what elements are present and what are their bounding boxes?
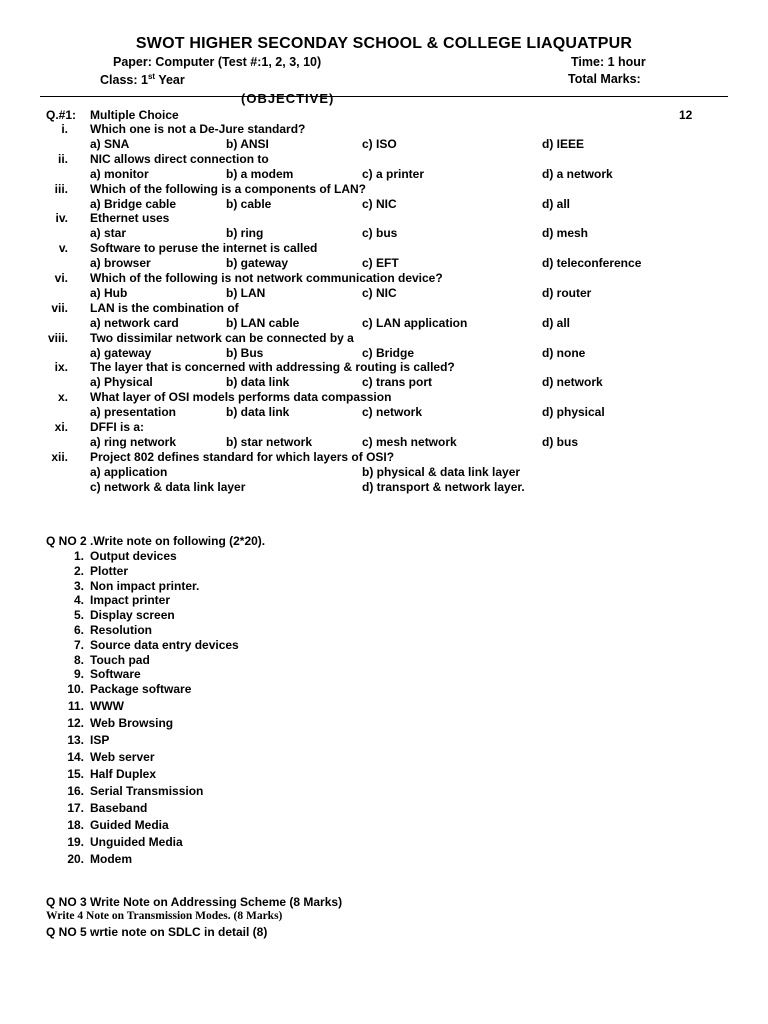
note-item bbox=[0, 716, 768, 733]
section-heading: (OBJECTIVE) bbox=[241, 91, 335, 106]
mcq-option-b: b) star network bbox=[226, 434, 313, 449]
note-item bbox=[0, 638, 768, 653]
mcq-option-b: b) Bus bbox=[226, 345, 264, 360]
note-number: 2. bbox=[73, 563, 84, 578]
mcq-option-b: b) LAN cable bbox=[226, 315, 300, 330]
note-topic: Unguided Media bbox=[90, 835, 183, 850]
note-topic: Non impact printer. bbox=[90, 578, 200, 593]
note-number: 18. bbox=[67, 818, 84, 833]
class-suffix: Year bbox=[155, 73, 185, 88]
note-topic: Guided Media bbox=[90, 818, 169, 833]
mcq-option-a: a) Bridge cable bbox=[90, 196, 177, 211]
note-number: 1. bbox=[73, 549, 84, 563]
note-item bbox=[0, 767, 768, 784]
time-info: Time: 1 hour bbox=[571, 55, 646, 69]
mcq-option-d: d) mesh bbox=[542, 226, 589, 241]
note-topic: ISP bbox=[90, 733, 110, 748]
note-topic: Web server bbox=[90, 750, 155, 765]
mcq-list bbox=[0, 122, 768, 495]
note-item bbox=[0, 579, 768, 594]
mcq-option-b: b) data link bbox=[226, 405, 290, 420]
note-topic: WWW bbox=[90, 699, 124, 714]
mcq-number: vi. bbox=[54, 270, 68, 285]
note-topic: Impact printer bbox=[90, 593, 171, 608]
note-number: 7. bbox=[73, 637, 84, 652]
q1-title: Multiple Choice bbox=[90, 108, 179, 122]
note-topic: Plotter bbox=[90, 563, 129, 578]
mcq-option-c: c) EFT bbox=[362, 256, 399, 271]
note-number: 14. bbox=[67, 750, 84, 765]
mcq-option-d: d) bus bbox=[542, 434, 578, 449]
note-number: 3. bbox=[73, 578, 84, 593]
mcq-option-c: c) a printer bbox=[362, 166, 425, 181]
mcq-option-d: d) all bbox=[542, 196, 571, 211]
note-item bbox=[0, 667, 768, 682]
note-topic: Touch pad bbox=[90, 652, 150, 667]
mcq-item bbox=[0, 420, 768, 450]
note-topic: Resolution bbox=[90, 622, 152, 637]
notes-list bbox=[0, 549, 768, 869]
note-number: 11. bbox=[67, 699, 84, 714]
mcq-option-a: a) Physical bbox=[90, 375, 153, 390]
mcq-option-c: c) LAN application bbox=[362, 315, 468, 330]
note-item bbox=[0, 835, 768, 852]
mcq-number: ii. bbox=[57, 151, 68, 166]
note-item bbox=[0, 608, 768, 623]
mcq-item bbox=[0, 271, 768, 301]
mcq-question: Software to peruse the internet is called bbox=[90, 241, 318, 256]
note-item bbox=[0, 750, 768, 767]
q4-question: Write 4 Note on Transmission Modes. (8 Marks) bbox=[46, 910, 283, 922]
mcq-item bbox=[0, 122, 768, 152]
note-number: 13. bbox=[67, 733, 84, 748]
mcq-item bbox=[0, 450, 768, 495]
mcq-item bbox=[0, 331, 768, 361]
mcq-number: vii. bbox=[51, 300, 68, 315]
note-topic: Serial Transmission bbox=[90, 784, 204, 799]
mcq-option-d: d) all bbox=[542, 315, 571, 330]
note-item bbox=[0, 653, 768, 668]
mcq-option-a: a) presentation bbox=[90, 405, 177, 420]
note-item bbox=[0, 593, 768, 608]
mcq-option-d: d) a network bbox=[542, 166, 613, 181]
mcq-option-a: a) monitor bbox=[90, 166, 149, 181]
mcq-option-c: c) ISO bbox=[362, 137, 397, 151]
mcq-item bbox=[0, 390, 768, 420]
class-superscript: st bbox=[147, 72, 156, 81]
mcq-question: The layer that is concerned with addressing & routing is called? bbox=[90, 360, 455, 375]
note-number: 15. bbox=[67, 767, 84, 782]
mcq-number: viii. bbox=[47, 330, 68, 345]
mcq-option-c: c) NIC bbox=[362, 196, 397, 211]
mcq-option-a: a) browser bbox=[90, 256, 151, 271]
note-number: 17. bbox=[67, 801, 84, 816]
mcq-number: xi. bbox=[54, 419, 68, 434]
note-topic: Display screen bbox=[90, 608, 175, 623]
note-item bbox=[0, 818, 768, 835]
mcq-option-a: a) Hub bbox=[90, 285, 128, 300]
mcq-option-b: b) cable bbox=[226, 196, 272, 211]
mcq-item bbox=[0, 360, 768, 390]
note-item bbox=[0, 801, 768, 818]
note-number: 9. bbox=[73, 667, 84, 682]
mcq-option-b: b) a modem bbox=[226, 166, 294, 181]
mcq-number: v. bbox=[58, 241, 68, 256]
note-topic: Package software bbox=[90, 682, 192, 697]
mcq-option-b: b) physical & data link layer bbox=[362, 464, 521, 479]
note-item bbox=[0, 699, 768, 716]
mcq-question: Project 802 defines standard for which layers of OSI? bbox=[90, 449, 395, 464]
q2-heading: Q NO 2 .Write note on following (2*20). bbox=[46, 534, 266, 548]
mcq-question: Which of the following is not network communication device? bbox=[90, 270, 443, 285]
note-topic: Web Browsing bbox=[90, 716, 174, 731]
mcq-number: ix. bbox=[54, 360, 68, 375]
note-item bbox=[0, 549, 768, 564]
mcq-item bbox=[0, 241, 768, 271]
note-number: 12. bbox=[67, 716, 84, 731]
mcq-number: i. bbox=[61, 122, 68, 136]
mcq-number: iii. bbox=[54, 181, 68, 196]
q5-question: Q NO 5 wrtie note on SDLC in detail (8) bbox=[46, 925, 268, 939]
mcq-option-d: d) router bbox=[542, 285, 592, 300]
mcq-option-b: b) ANSI bbox=[226, 137, 269, 151]
mcq-option-c: c) bus bbox=[362, 226, 398, 241]
note-number: 4. bbox=[73, 593, 84, 608]
mcq-option-b: b) data link bbox=[226, 375, 290, 390]
mcq-question: What layer of OSI models performs data compassion bbox=[90, 390, 392, 405]
note-number: 19. bbox=[67, 835, 84, 850]
mcq-option-a: a) SNA bbox=[90, 137, 130, 151]
mcq-question: Which of the following is a components of LAN? bbox=[90, 181, 366, 196]
mcq-item bbox=[0, 182, 768, 212]
class-prefix: Class: 1 bbox=[100, 73, 148, 88]
mcq-option-a: a) ring network bbox=[90, 434, 177, 449]
mcq-option-b: b) gateway bbox=[226, 256, 289, 271]
mcq-question: LAN is the combination of bbox=[90, 300, 239, 315]
paper-info: Paper: Computer (Test #:1, 2, 3, 10) bbox=[113, 55, 322, 69]
note-item bbox=[0, 623, 768, 638]
mcq-number: iv. bbox=[55, 211, 68, 226]
mcq-option-d: d) IEEE bbox=[542, 137, 585, 151]
mcq-option-b: b) ring bbox=[226, 226, 264, 241]
q1-marks: 12 bbox=[679, 108, 693, 122]
note-number: 6. bbox=[73, 622, 84, 637]
note-number: 20. bbox=[67, 852, 84, 867]
mcq-number: x. bbox=[57, 390, 68, 405]
header-divider bbox=[40, 96, 728, 97]
note-item bbox=[0, 564, 768, 579]
mcq-option-c: c) network bbox=[362, 405, 423, 420]
note-number: 5. bbox=[73, 608, 84, 623]
mcq-option-a: a) star bbox=[90, 226, 127, 241]
mcq-question: NIC allows direct connection to bbox=[90, 151, 269, 166]
school-title: SWOT HIGHER SECONDAY SCHOOL & COLLEGE LIAQUATPUR bbox=[135, 35, 633, 52]
mcq-number: xii. bbox=[51, 449, 68, 464]
mcq-option-c: c) network & data link layer bbox=[90, 479, 246, 494]
mcq-option-d: d) transport & network layer. bbox=[362, 479, 525, 494]
mcq-option-a: a) application bbox=[90, 464, 168, 479]
note-topic: Baseband bbox=[90, 801, 148, 816]
note-item bbox=[0, 852, 768, 869]
note-number: 16. bbox=[67, 784, 84, 799]
q3-question: Q NO 3 Write Note on Addressing Scheme (8 Marks) bbox=[46, 895, 343, 909]
note-item bbox=[0, 682, 768, 699]
mcq-option-d: d) physical bbox=[542, 405, 605, 420]
mcq-item bbox=[0, 211, 768, 241]
class-info bbox=[100, 72, 185, 87]
mcq-option-b: b) LAN bbox=[226, 285, 266, 300]
note-number: 8. bbox=[73, 652, 84, 667]
mcq-option-a: a) network card bbox=[90, 315, 179, 330]
q1-label: Q.#1: bbox=[46, 108, 77, 122]
mcq-option-c: c) NIC bbox=[362, 285, 397, 300]
mcq-option-d: d) teleconference bbox=[542, 256, 642, 271]
note-topic: Modem bbox=[90, 852, 132, 867]
mcq-option-d: d) network bbox=[542, 375, 603, 390]
mcq-question: Two dissimilar network can be connected by a bbox=[90, 330, 354, 345]
note-topic: Software bbox=[90, 667, 141, 682]
note-item bbox=[0, 733, 768, 750]
note-topic: Source data entry devices bbox=[90, 637, 239, 652]
mcq-question: DFFI is a: bbox=[90, 419, 145, 434]
mcq-option-c: c) trans port bbox=[362, 375, 433, 390]
note-number: 10. bbox=[67, 682, 84, 697]
note-topic: Output devices bbox=[90, 549, 177, 563]
note-item bbox=[0, 784, 768, 801]
mcq-option-c: c) mesh network bbox=[362, 434, 457, 449]
mcq-question: Which one is not a De-Jure standard? bbox=[90, 122, 306, 136]
total-marks: Total Marks: bbox=[568, 72, 641, 86]
mcq-option-a: a) gateway bbox=[90, 345, 152, 360]
mcq-option-c: c) Bridge bbox=[362, 345, 415, 360]
mcq-item bbox=[0, 301, 768, 331]
note-topic: Half Duplex bbox=[90, 767, 157, 782]
mcq-item bbox=[0, 152, 768, 182]
mcq-option-d: d) none bbox=[542, 345, 586, 360]
mcq-question: Ethernet uses bbox=[90, 211, 170, 226]
